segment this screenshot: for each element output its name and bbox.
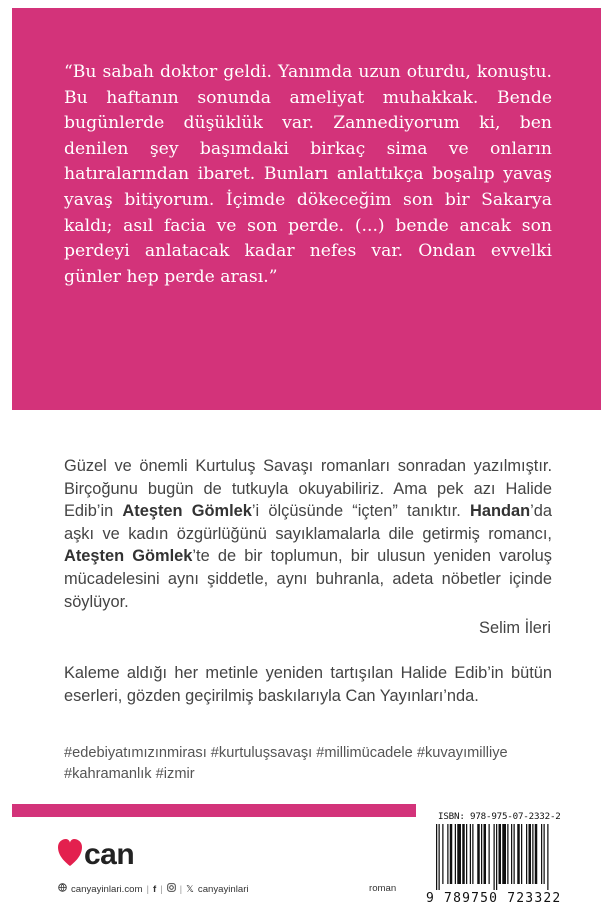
publisher-note: Kaleme aldığı her metinle yeniden tartışılan Halide Edib’in bütün eserleri, gözden geçirilmiş baskılarıyla Can Yayınları’nda. — [64, 664, 552, 705]
barcode-stripe — [532, 824, 533, 884]
hashtags: #edebiyatımızınmirası #kurtuluşsavaşı #millimücadele #kuvayımilliye #kahramanlık #izmir — [64, 745, 508, 782]
barcode-stripe — [489, 824, 490, 884]
barcode-stripe — [517, 824, 520, 884]
blurb-text-1: Güzel ve önemli Kurtuluş Savaşı romanları sonradan yazılmıştır. Birçoğunu bugün de tutkuyla okuyabiliriz. Ama pek azı Halide Edib’in — [64, 457, 552, 521]
barcode-stripe — [535, 824, 538, 884]
barcode-stripe — [544, 824, 545, 884]
barcode-stripe — [481, 824, 482, 884]
x-icon[interactable]: 𝕏 — [186, 883, 194, 895]
website-link[interactable]: canyayinlari.com — [71, 883, 143, 895]
social-handle[interactable]: canyayinlari — [197, 883, 249, 895]
barcode-digits: 9 789750 723322 — [426, 891, 562, 906]
barcode-stripe — [447, 824, 448, 884]
footer-links — [58, 883, 249, 895]
genre-label: roman — [369, 883, 397, 894]
accent-strip — [12, 804, 416, 817]
critic-blurb — [64, 455, 552, 613]
barcode-stripe — [470, 824, 471, 884]
book-title-atesten-gomlek: Ateşten Gömlek — [122, 502, 252, 521]
barcode-stripe — [526, 824, 527, 884]
barcode-stripe — [511, 824, 512, 884]
barcode — [436, 824, 594, 890]
barcode-stripe — [439, 824, 440, 890]
blurb-text-3: ’da aşkı ve kadın özgürlüğünü sayıklamalarla dile getirmiş romancı, — [64, 502, 552, 543]
barcode-stripe — [507, 824, 508, 884]
blurb-text-4: ’te de bir toplumun, bir ulusun yeniden varoluş mücadelesini aynı şiddetle, aynı buhranla, adeta nöbetler içinde söylüyor. — [64, 547, 552, 611]
barcode-stripe — [499, 824, 502, 884]
blurb-text-2: ’i ölçüsünde “içten” tanıktır. — [251, 502, 471, 521]
barcode-stripe — [455, 824, 456, 884]
barcode-stripe — [466, 824, 467, 884]
facebook-icon[interactable]: f — [152, 883, 157, 895]
barcode-stripe — [462, 824, 465, 884]
heart-icon — [58, 839, 82, 866]
back-cover-quote: “Bu sabah doktor geldi. Yanımda uzun oturdu, konuştu. Bu haftanın sonunda ameliyat muhakkak. Bende bugünlerde düşüklük var. Zannediyorum ki, ben denilen şey başımdaki birkaç sima ve onların hatıralarından ibaret. Bunları anlattıkça boşalıp yavaş yavaş bitiyorum. İçimde dökeceğim son bir Sakarya kaldı; asıl facia ve son perde. (...) bende ancak son perdeyi anlatacak kadar nefes var. Ondan evvelki günler hep perde arası.” — [64, 62, 552, 287]
barcode-stripe — [472, 824, 473, 884]
isbn-label: ISBN: 978-975-07-2332-2 — [438, 811, 561, 822]
divider: | — [160, 883, 163, 895]
barcode-stripe — [457, 824, 461, 884]
blurb-author: Selim İleri — [479, 619, 551, 637]
barcode-stripe — [494, 824, 495, 890]
barcode-stripe — [450, 824, 453, 884]
can-logo — [58, 833, 168, 873]
barcode-stripe — [442, 824, 443, 884]
barcode-stripe — [436, 824, 437, 890]
barcode-stripe — [484, 824, 487, 884]
globe-icon — [58, 883, 67, 895]
barcode-stripe — [496, 824, 497, 890]
barcode-stripe — [521, 824, 522, 884]
barcode-stripe — [547, 824, 548, 890]
divider: | — [179, 883, 183, 895]
divider: | — [146, 883, 149, 895]
book-title-handan: Handan — [470, 502, 531, 521]
barcode-stripe — [514, 824, 515, 884]
book-title-atesten-gomlek-2: Ateşten Gömlek — [64, 547, 193, 566]
instagram-icon[interactable] — [167, 883, 176, 895]
barcode-stripe — [502, 824, 506, 884]
barcode-stripe — [541, 824, 542, 884]
barcode-stripe — [529, 824, 532, 884]
logo-wordmark: can — [84, 838, 135, 871]
barcode-stripe — [477, 824, 480, 884]
